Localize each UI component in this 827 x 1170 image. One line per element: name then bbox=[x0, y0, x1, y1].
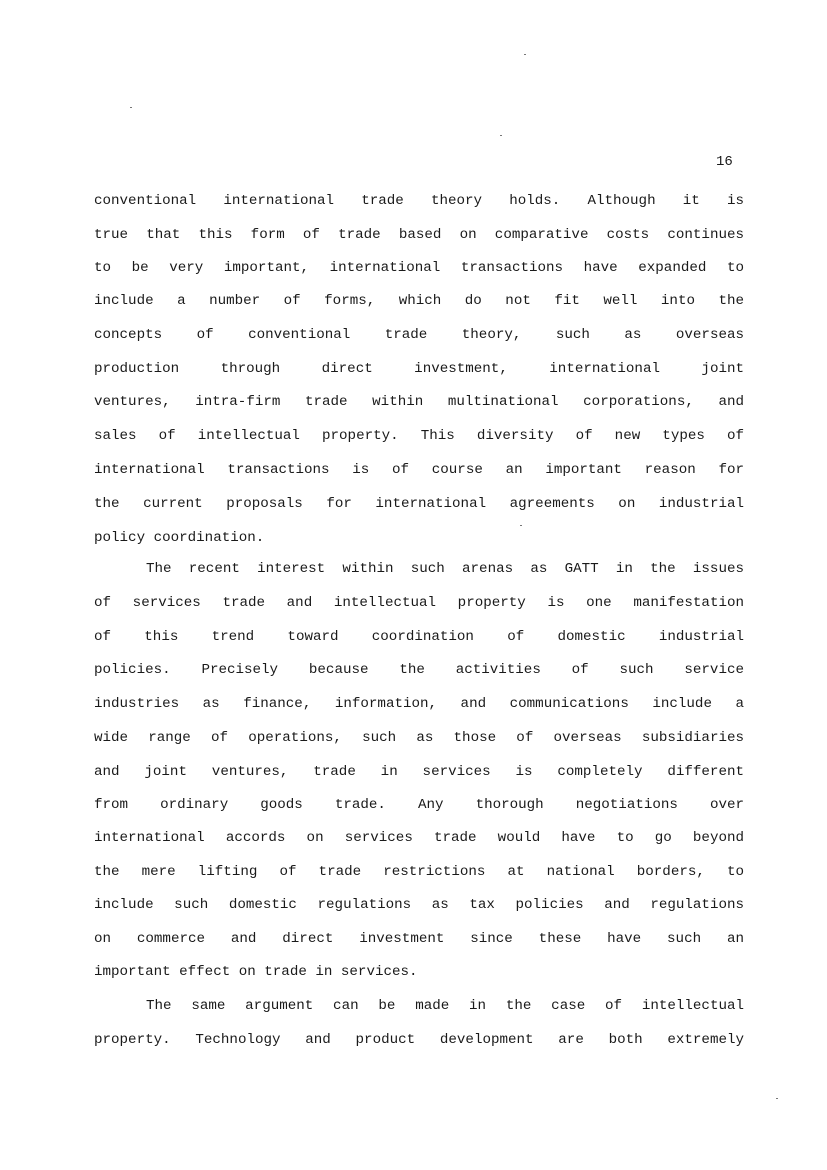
text-line: and joint ventures, trade in services is completely different bbox=[94, 764, 744, 780]
scan-speck bbox=[130, 107, 132, 108]
text-line: from ordinary goods trade. Any thorough negotiations over bbox=[94, 797, 744, 813]
text-line: ventures, intra-firm trade within multinational corporations, and bbox=[94, 394, 744, 410]
text-line: conventional international trade theory holds. Although it is bbox=[94, 193, 744, 209]
scan-speck bbox=[520, 525, 522, 526]
text-line: of services trade and intellectual property is one manifestation bbox=[94, 595, 744, 611]
text-line: on commerce and direct investment since these have such an bbox=[94, 931, 744, 947]
text-line: The same argument can be made in the case of intellectual bbox=[146, 998, 744, 1014]
text-line: international transactions is of course an important reason for bbox=[94, 462, 744, 478]
text-line: the current proposals for international agreements on industrial bbox=[94, 496, 744, 512]
scan-speck bbox=[500, 135, 502, 136]
text-line: include a number of forms, which do not fit well into the bbox=[94, 293, 744, 309]
text-line: production through direct investment, international joint bbox=[94, 361, 744, 377]
page-number: 16 bbox=[716, 154, 733, 170]
text-line: true that this form of trade based on comparative costs continues bbox=[94, 227, 744, 243]
text-line: sales of intellectual property. This diversity of new types of bbox=[94, 428, 744, 444]
text-line: wide range of operations, such as those of overseas subsidiaries bbox=[94, 730, 744, 746]
text-line: of this trend toward coordination of domestic industrial bbox=[94, 629, 744, 645]
text-line: property. Technology and product development are both extremely bbox=[94, 1032, 744, 1048]
text-line: to be very important, international transactions have expanded to bbox=[94, 260, 744, 276]
scan-speck bbox=[776, 1098, 778, 1099]
scan-speck bbox=[524, 54, 526, 55]
text-line: policies. Precisely because the activities of such service bbox=[94, 662, 744, 678]
text-line: The recent interest within such arenas as GATT in the issues bbox=[146, 561, 744, 577]
text-line: important effect on trade in services. bbox=[94, 964, 418, 980]
text-line: international accords on services trade would have to go beyond bbox=[94, 830, 744, 846]
text-line: the mere lifting of trade restrictions at national borders, to bbox=[94, 864, 744, 880]
text-line: industries as finance, information, and communications include a bbox=[94, 696, 744, 712]
text-line: policy coordination. bbox=[94, 530, 265, 546]
text-line: include such domestic regulations as tax policies and regulations bbox=[94, 897, 744, 913]
text-line: concepts of conventional trade theory, such as overseas bbox=[94, 327, 744, 343]
